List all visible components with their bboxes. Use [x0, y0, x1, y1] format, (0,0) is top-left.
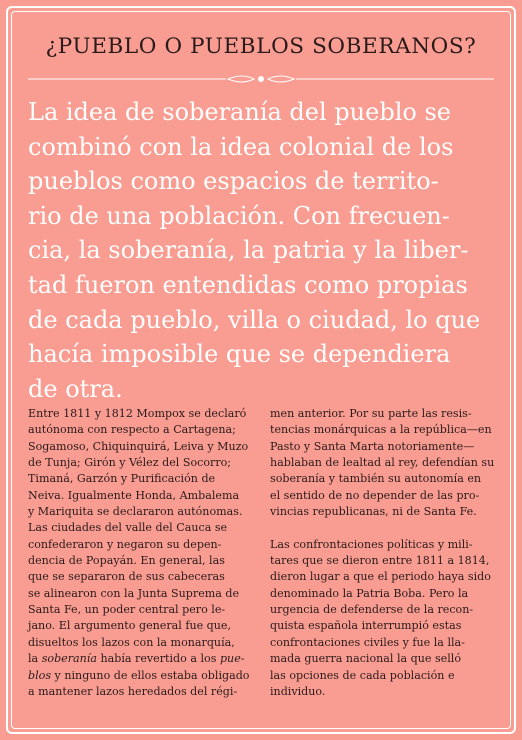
body-line: tares que se dieron entre 1811 a 1814, — [270, 554, 490, 568]
body-line: Las confrontaciones políticas y mili- — [270, 537, 473, 551]
body-line: las opciones de cada población e — [270, 668, 455, 682]
italic-term-soberania: soberanía — [41, 652, 97, 666]
lead-line: hacía imposible que se dependiera — [28, 340, 451, 369]
body-line: confrontaciones civiles y fue la lla- — [270, 635, 465, 649]
body-line: Las ciudades del valle del Cauca se — [28, 521, 228, 535]
body-line — [28, 651, 262, 667]
lead-line: tad fueron entendidas como propias — [28, 270, 468, 299]
body-line: a mantener lazos heredados del régi- — [28, 684, 238, 698]
body-line: Timaná, Garzón y Purificación de — [28, 472, 216, 486]
body-line: urgencia de defenderse de la recon- — [270, 603, 474, 617]
lead-line: combinó con la idea colonial de los — [28, 132, 454, 161]
body-line: que se separaron de sus cabeceras — [28, 570, 225, 584]
body-line: soberanía y también su autonomía en — [270, 472, 482, 486]
lead-line: de cada pueblo, villa o ciudad, lo que — [28, 305, 481, 334]
body-line: men anterior. Por su parte las resis- — [270, 407, 472, 420]
body-column-right — [270, 406, 498, 700]
lead-paragraph — [28, 95, 498, 406]
body-line: Neiva. Igualmente Honda, Ambalema — [28, 488, 240, 502]
body-line: mada guerra nacional la que selló — [270, 652, 462, 666]
body-line: tencias monárquicas a la república—en — [270, 423, 492, 437]
body-text: la — [28, 652, 42, 666]
lead-line: de otra. — [28, 374, 123, 403]
body-line: Pasto y Santa Marta notoriamente— — [270, 439, 475, 453]
ornament-divider — [28, 74, 494, 86]
body-line: hablaban de lealtad al rey, defendían su — [270, 456, 495, 470]
italic-term-pueblos-end: blos — [28, 668, 52, 682]
body-line: vincias republicanas, ni de Santa Fe. — [270, 505, 477, 519]
lead-line: rio de una población. Con frecuen- — [28, 201, 450, 230]
body-line: denominado la Patria Boba. Pero la — [270, 586, 469, 600]
body-text: había revertido a los — [96, 652, 220, 666]
paragraph-gap — [270, 520, 498, 536]
body-line: dencia de Popayán. En general, las — [28, 554, 225, 568]
body-text: y ninguno de ellos estaba obligado — [51, 668, 250, 682]
body-line: quista española interrumpió estas — [270, 619, 462, 633]
lead-line: La idea de soberanía del pueblo se — [28, 98, 451, 126]
body-line: el sentido de no depender de las pro- — [270, 488, 480, 502]
body-line: autónoma con respecto a Cartagena; — [28, 423, 236, 437]
body-line: se alinearon con la Junta Suprema de — [28, 586, 240, 600]
page-title: ¿PUEBLO O PUEBLOS SOBERANOS? — [45, 34, 477, 59]
body-line: disueltos los lazos con la monarquía, — [28, 635, 235, 649]
body-column-left — [28, 406, 262, 700]
lead-line: cia, la soberanía, la patria y la liber- — [28, 236, 469, 265]
body-line: Entre 1811 y 1812 Mompox se declaró — [28, 407, 247, 420]
body-line: y Mariquita se declararon autónomas. — [28, 505, 243, 519]
body-line: jano. El argumento general fue que, — [28, 619, 232, 633]
body-line — [28, 668, 262, 684]
body-line: Sogamoso, Chiquinquirá, Leiva y Muzo — [28, 439, 249, 453]
body-line: Santa Fe, un poder central pero le- — [28, 603, 226, 617]
italic-term-pueblos: pue- — [219, 652, 245, 666]
body-line: de Tunja; Girón y Vélez del Socorro; — [28, 456, 232, 470]
lead-line: pueblos como espacios de territo- — [28, 167, 439, 196]
body-line: confederaron y negaron su depen- — [28, 537, 222, 551]
body-line: dieron lugar a que el periodo haya sido — [270, 570, 491, 584]
body-line: individuo. — [270, 684, 326, 698]
